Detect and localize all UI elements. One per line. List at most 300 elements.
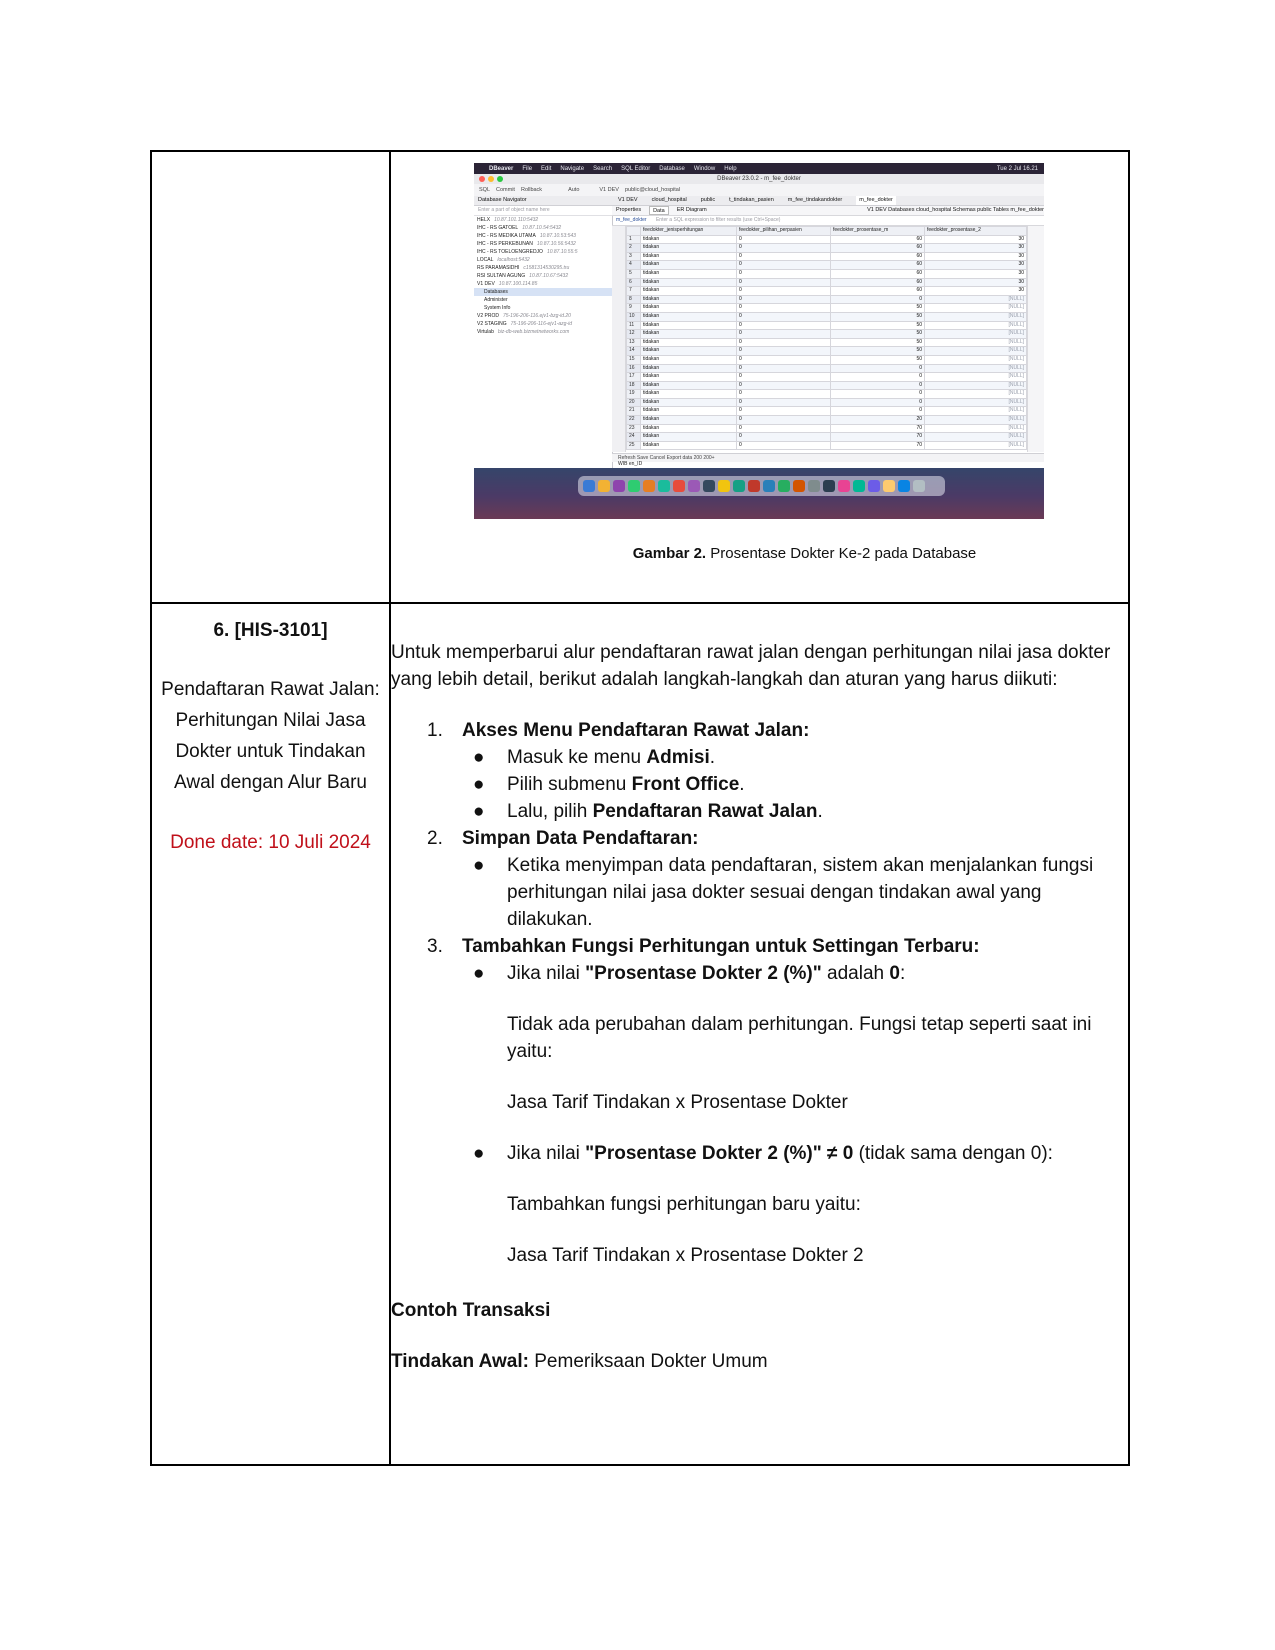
tree-item-name: Databases (484, 289, 508, 295)
row-number-cell: 4 (627, 261, 641, 270)
grid-cell: [NULL] (925, 338, 1027, 347)
grid-cell: 0 (737, 416, 831, 425)
tree-item-host: 10.87.10.67:5432 (529, 273, 569, 279)
grid-cell: 60 (831, 235, 925, 244)
grid-cell: 30 (925, 278, 1027, 287)
bullet-bold: "Prosentase Dokter 2 (%)" ≠ 0 (585, 1143, 854, 1164)
subtab-properties: Properties (616, 207, 642, 213)
tree-item-name: Administer (484, 297, 508, 303)
tree-item-name: RSI SULTAN AGUNG (477, 273, 526, 279)
grid-cell: 0 (831, 398, 925, 407)
table-row (627, 381, 1027, 390)
grid-cell: 0 (737, 373, 831, 382)
tree-item-name: HELX (477, 217, 491, 223)
table-row (627, 261, 1027, 270)
grid-cell: tidakan (641, 304, 737, 313)
grid-cell: tidakan (641, 373, 737, 382)
table-row (627, 252, 1027, 261)
bullet-icon: ● (473, 1143, 485, 1164)
table-row (627, 304, 1027, 313)
grid-cell: 60 (831, 269, 925, 278)
spacer (391, 987, 1128, 1011)
rule-explanation: Tambahkan fungsi perhitungan baru yaitu: (507, 1194, 861, 1215)
menu-navigate: Navigate (560, 165, 585, 172)
grid-cell: [NULL] (925, 330, 1027, 339)
formula-text: Jasa Tarif Tindakan x Prosentase Dokter (507, 1092, 848, 1113)
grid-cell: [NULL] (925, 398, 1027, 407)
app-bottom-status: WIB en_ID (618, 461, 643, 467)
list-item (391, 798, 1128, 825)
tree-item (474, 264, 612, 272)
grid-cell: 30 (925, 261, 1027, 270)
grid-cell: 0 (737, 252, 831, 261)
grid-cell: [NULL] (925, 441, 1027, 450)
tree-item-name: IHC - RS PERKEBUNAN (477, 241, 533, 247)
bullet-text: (tidak sama dengan 0): (853, 1143, 1053, 1164)
row-number-cell: 3 (627, 252, 641, 261)
grid-cell: tidakan (641, 416, 737, 425)
list-item (391, 1140, 1128, 1167)
row-number-cell: 15 (627, 355, 641, 364)
tab-t-tindakan-pasien: t_tindakan_pasien (729, 197, 774, 203)
mac-dock (578, 476, 945, 496)
grid-cell: tidakan (641, 235, 737, 244)
table-row (627, 416, 1027, 425)
tree-item-name: IHC - RS TOELOENGREDJO (477, 249, 543, 255)
dbeaver-screenshot (474, 163, 1044, 519)
tab-v1-dev: V1 DEV (618, 197, 638, 203)
bullet-text: Masuk ke menu (507, 747, 647, 768)
tree-item (474, 248, 612, 256)
grid-cell: 0 (831, 390, 925, 399)
figure-caption (391, 545, 1128, 562)
grid-cell: 0 (737, 338, 831, 347)
grid-cell: 50 (831, 347, 925, 356)
dock-app-icon (913, 480, 925, 492)
grid-header-cell: feedokter_pilihan_perpasien (737, 227, 831, 236)
window-titlebar (474, 174, 1044, 184)
toolbar-auto: Auto (568, 187, 580, 193)
row-number-cell: 10 (627, 312, 641, 321)
grid-cell: 0 (737, 304, 831, 313)
ticket-id: 6. [HIS-3101] (213, 620, 328, 641)
list-item (391, 852, 1128, 933)
tree-item-host: 75-196-206-116.ejv1-bzg-id.20 (502, 313, 571, 319)
grid-cell: 0 (831, 295, 925, 304)
dock-app-icon (673, 480, 685, 492)
table-row (627, 433, 1027, 442)
tree-item (474, 304, 612, 312)
grid-cell: tidakan (641, 424, 737, 433)
grid-cell: 0 (737, 390, 831, 399)
menu-window: Window (693, 165, 716, 172)
done-date: Done date: 10 Juli 2024 (170, 832, 371, 853)
grid-header-cell: feedokter_jenisperhitungan (641, 227, 737, 236)
dock-app-icon (778, 480, 790, 492)
row-number-cell: 20 (627, 398, 641, 407)
grid-cell: 0 (737, 321, 831, 330)
grid-cell: [NULL] (925, 433, 1027, 442)
row-number-cell: 21 (627, 407, 641, 416)
example-heading (391, 1297, 1128, 1324)
step-title: Simpan Data Pendaftaran: (462, 828, 699, 849)
table-row (627, 235, 1027, 244)
dock-app-icon (583, 480, 595, 492)
dock-app-icon (868, 480, 880, 492)
grid-cell: tidakan (641, 269, 737, 278)
filter-table-label: m_fee_dokter (616, 217, 647, 223)
spacer (391, 1269, 1128, 1297)
grid-cell: 20 (831, 416, 925, 425)
grid-cell: 0 (831, 373, 925, 382)
toolbar-connection: V1 DEV (599, 187, 619, 193)
grid-cell: [NULL] (925, 424, 1027, 433)
grid-cell: [NULL] (925, 373, 1027, 382)
menu-search: Search (593, 165, 613, 172)
grid-header-cell: feedokter_prosentase_m (831, 227, 925, 236)
grid-cell: 0 (737, 441, 831, 450)
bullet-icon: ● (473, 774, 485, 795)
grid-cell: 50 (831, 338, 925, 347)
grid-cell: 60 (831, 278, 925, 287)
tree-item (474, 280, 612, 288)
bullet-bold: "Prosentase Dokter 2 (%)" (585, 963, 822, 984)
grid-cell: 0 (737, 364, 831, 373)
tree-item-host: 75-196-206-116-ejv1-azg-id (510, 321, 572, 327)
tree-item-host: 10.87.101.110:5432 (494, 217, 539, 223)
bullet-text: : (899, 963, 906, 984)
grid-cell: tidakan (641, 381, 737, 390)
grid-cell: 0 (737, 381, 831, 390)
bullet-bold: 0 (889, 963, 900, 984)
grid-cell: [NULL] (925, 304, 1027, 313)
table-row (627, 390, 1027, 399)
dock-app-icon (838, 480, 850, 492)
spacer (391, 1218, 1128, 1242)
grid-cell: 60 (831, 252, 925, 261)
tree-item-host: biz-db-web.bizmetnetworks.com (497, 329, 570, 335)
tree-item-host: c1581314530295.tru (523, 265, 570, 271)
grid-cell: 30 (925, 252, 1027, 261)
grid-cell: 0 (737, 424, 831, 433)
row-number-cell: 25 (627, 441, 641, 450)
menubar-clock: Tue 2 Jul 16.21 (996, 165, 1038, 172)
dock-app-icon (748, 480, 760, 492)
tindakan-label: Tindakan Awal: (391, 1351, 529, 1372)
grid-cell: [NULL] (925, 355, 1027, 364)
table-row (627, 244, 1027, 253)
database-navigator (474, 196, 613, 468)
list-item (391, 771, 1128, 798)
tree-item (474, 328, 612, 336)
dock-app-icon (598, 480, 610, 492)
empty-left-cell (151, 151, 390, 603)
tree-item (474, 224, 612, 232)
grid-cell: 0 (831, 381, 925, 390)
tree-item (474, 288, 612, 296)
table-row (627, 287, 1027, 296)
steps-list (391, 717, 1128, 1269)
grid-cell: tidakan (641, 330, 737, 339)
grid-cell: 70 (831, 433, 925, 442)
row-number-cell: 19 (627, 390, 641, 399)
grid-cell: 60 (831, 244, 925, 253)
grid-cell: [NULL] (925, 312, 1027, 321)
subtab-data: Data (649, 206, 669, 215)
table-row (627, 330, 1027, 339)
tree-item (474, 296, 612, 304)
grid-cell: 30 (925, 287, 1027, 296)
table-row (627, 407, 1027, 416)
formula-text: Jasa Tarif Tindakan x Prosentase Dokter 2 (507, 1245, 864, 1266)
bullet-bold: Pendaftaran Rawat Jalan (592, 801, 818, 822)
row-number-cell: 23 (627, 424, 641, 433)
dock-app-icon (718, 480, 730, 492)
bullet-bold: Admisi (646, 747, 710, 768)
table-row (151, 603, 1129, 1465)
grid-cell: 0 (737, 261, 831, 270)
grid-right-strip (1027, 226, 1044, 452)
grid-cell: tidakan (641, 261, 737, 270)
tree-item (474, 240, 612, 248)
table-row (627, 338, 1027, 347)
row-number-cell: 5 (627, 269, 641, 278)
grid-cell: tidakan (641, 347, 737, 356)
example-heading-text: Contoh Transaksi (391, 1300, 551, 1321)
tree-item (474, 320, 612, 328)
bullet-icon: ● (473, 855, 485, 876)
editor-breadcrumb: V1 DEV Databases cloud_hospital Schemas public Tables m_fee_dokter (867, 207, 1044, 213)
grid-cell: tidakan (641, 390, 737, 399)
bullet-icon: ● (473, 801, 485, 822)
tree-item-name: V2 STAGING (477, 321, 507, 327)
bullet-text: Jika nilai (507, 963, 586, 984)
row-number-cell: 8 (627, 295, 641, 304)
grid-cell: tidakan (641, 355, 737, 364)
menu-edit: Edit (541, 165, 552, 172)
menu-sql-editor: SQL Editor (621, 165, 651, 172)
grid-cell: tidakan (641, 287, 737, 296)
document-table (150, 150, 1130, 1466)
step-1 (391, 717, 1128, 744)
dock-app-icon (628, 480, 640, 492)
table-row (627, 424, 1027, 433)
dock-app-icon (688, 480, 700, 492)
table-row (627, 441, 1027, 450)
spacer (391, 1116, 1128, 1140)
row-number-cell: 22 (627, 416, 641, 425)
grid-cell: tidakan (641, 441, 737, 450)
spacer (391, 1324, 1128, 1348)
step-number: 3. (427, 936, 443, 957)
row-number-cell: 14 (627, 347, 641, 356)
grid-cell: [NULL] (925, 295, 1027, 304)
bullet-text: . (817, 801, 823, 822)
bullet-text: Jika nilai (507, 1143, 586, 1164)
mac-menubar (474, 163, 1044, 174)
table-row (627, 312, 1027, 321)
step-2 (391, 825, 1128, 852)
tree-item-name: Virtulab (477, 329, 494, 335)
table-row (627, 398, 1027, 407)
tree-item (474, 232, 612, 240)
desktop-background (474, 468, 1044, 519)
step-number: 2. (427, 828, 443, 849)
tree-item (474, 312, 612, 320)
caption-label: Gambar 2. (632, 545, 707, 562)
editor-subtabs (612, 206, 1044, 216)
caption-text: Prosentase Dokter Ke-2 pada Database (706, 545, 977, 562)
bullet-text: adalah (821, 963, 890, 984)
tindakan-value: Pemeriksaan Dokter Umum (528, 1351, 768, 1372)
result-grid (626, 226, 1027, 450)
grid-cell: [NULL] (925, 321, 1027, 330)
task-cell (151, 603, 390, 1465)
dock-app-icon (808, 480, 820, 492)
grid-cell: 50 (831, 321, 925, 330)
sql-filter-bar (612, 216, 1044, 226)
tree-item-name: System Info (484, 305, 511, 311)
table-row (627, 355, 1027, 364)
grid-cell: tidakan (641, 364, 737, 373)
grid-cell: 50 (831, 330, 925, 339)
row-number-cell: 13 (627, 338, 641, 347)
tree-item-name: RS PARAMASIDHI (477, 265, 520, 271)
dock-app-icon (793, 480, 805, 492)
bullet-text: Ketika menyimpan data pendaftaran, sistem akan menjalankan fungsi perhitungan nilai jasa dokter sesuai dengan tindakan awal yang dilakukan. (507, 855, 1094, 930)
grid-cell: 50 (831, 304, 925, 313)
grid-cell: [NULL] (925, 407, 1027, 416)
step-title: Tambahkan Fungsi Perhitungan untuk Settingan Terbaru: (462, 936, 980, 957)
grid-header-cell: feedokter_prosentase_2 (925, 227, 1027, 236)
grid-status-bar: Refresh Save Cancel Export data 200 200+ (612, 453, 1044, 462)
row-number-cell: 2 (627, 244, 641, 253)
grid-cell: 70 (831, 441, 925, 450)
bullet-text: . (739, 774, 745, 795)
grid-cell: 0 (737, 398, 831, 407)
grid-cell: tidakan (641, 398, 737, 407)
grid-cell: 60 (831, 261, 925, 270)
grid-cell: 70 (831, 424, 925, 433)
dock-app-icon (733, 480, 745, 492)
dock-app-icon (613, 480, 625, 492)
spacer (391, 1167, 1128, 1191)
step-3 (391, 933, 1128, 960)
list-item (391, 960, 1128, 987)
tree-item-host: 10.87.10.54:5432 (522, 225, 562, 231)
tree-item-host: 10.87.10.53:543 (539, 233, 576, 239)
grid-side-strip (612, 226, 626, 452)
tree-item (474, 216, 612, 224)
step-number: 1. (427, 720, 443, 741)
bullet-bold: Front Office (631, 774, 740, 795)
grid-cell: tidakan (641, 338, 737, 347)
tree-item-host: 10.87.10.56:5432 (536, 241, 576, 247)
table-row (627, 269, 1027, 278)
grid-cell: 0 (737, 347, 831, 356)
table-row (627, 278, 1027, 287)
grid-cell: 30 (925, 269, 1027, 278)
task-title: Pendaftaran Rawat Jalan: Perhitungan Nilai Jasa Dokter untuk Tindakan Awal dengan Alur Baru (161, 679, 380, 793)
figure-cell (390, 151, 1129, 603)
dock-app-icon (853, 480, 865, 492)
grid-header-row (627, 227, 1027, 236)
task-description-cell (390, 603, 1129, 1465)
toolbar-schema: public@cloud_hospital (624, 187, 681, 193)
menu-database: Database (659, 165, 685, 172)
row-number-cell: 6 (627, 278, 641, 287)
grid-cell: 0 (737, 330, 831, 339)
grid-cell: 0 (831, 364, 925, 373)
table-row (627, 364, 1027, 373)
tree-item-name: IHC - RS GATOEL (477, 225, 519, 231)
grid-header-rownum (627, 227, 641, 236)
rule-explanation: Tidak ada perubahan dalam perhitungan. Fungsi tetap seperti saat ini yaitu: (507, 1014, 1092, 1062)
grid-cell: 0 (737, 312, 831, 321)
grid-cell: 50 (831, 312, 925, 321)
step-title: Akses Menu Pendaftaran Rawat Jalan: (462, 720, 810, 741)
tree-item-name: IHC - RS MEDIKA UTAMA (477, 233, 536, 239)
row-number-cell: 24 (627, 433, 641, 442)
grid-cell: 0 (737, 269, 831, 278)
grid-cell: 0 (737, 235, 831, 244)
tindakan-awal-line (391, 1348, 1128, 1375)
grid-cell: 60 (831, 287, 925, 296)
grid-cell: [NULL] (925, 416, 1027, 425)
toolbar-sql: SQL (479, 187, 491, 193)
table-row (627, 347, 1027, 356)
grid-cell: 0 (737, 355, 831, 364)
tree-item-name: V2 PROD (477, 313, 499, 319)
tree-item-name: V1 DEV (477, 281, 495, 287)
editor-tabs (612, 196, 1044, 206)
bullet-icon: ● (473, 747, 485, 768)
grid-cell: 0 (737, 407, 831, 416)
bullet-text: Lalu, pilih (507, 801, 593, 822)
row-number-cell: 9 (627, 304, 641, 313)
table-row (627, 321, 1027, 330)
table-row (627, 295, 1027, 304)
grid-cell: tidakan (641, 252, 737, 261)
navigator-filter: Enter a part of object name here (474, 206, 612, 216)
grid-cell: 0 (737, 295, 831, 304)
tab-m-fee-dokter: m_fee_dokter (856, 196, 896, 205)
row-number-cell: 18 (627, 381, 641, 390)
grid-cell: [NULL] (925, 347, 1027, 356)
navigator-tree (474, 216, 612, 336)
grid-cell: tidakan (641, 433, 737, 442)
grid-cell: tidakan (641, 295, 737, 304)
grid-cell: 0 (737, 287, 831, 296)
dock-app-icon (703, 480, 715, 492)
window-title: DBeaver 23.0.2 - m_fee_dokter (717, 176, 801, 182)
row-number-cell: 7 (627, 287, 641, 296)
tree-item-host: 10.87.10.55:5 (546, 249, 578, 255)
tree-item-host: localhost:5432 (497, 257, 530, 263)
dock-app-icon (823, 480, 835, 492)
grid-cell: [NULL] (925, 390, 1027, 399)
dock-app-icon (898, 480, 910, 492)
tree-item-name: LOCAL (477, 257, 494, 263)
dock-app-icon (643, 480, 655, 492)
table-row (627, 373, 1027, 382)
grid-cell: 50 (831, 355, 925, 364)
row-number-cell: 11 (627, 321, 641, 330)
grid-cell: 0 (737, 244, 831, 253)
grid-cell: 0 (831, 407, 925, 416)
row-number-cell: 12 (627, 330, 641, 339)
bullet-text: Pilih submenu (507, 774, 632, 795)
